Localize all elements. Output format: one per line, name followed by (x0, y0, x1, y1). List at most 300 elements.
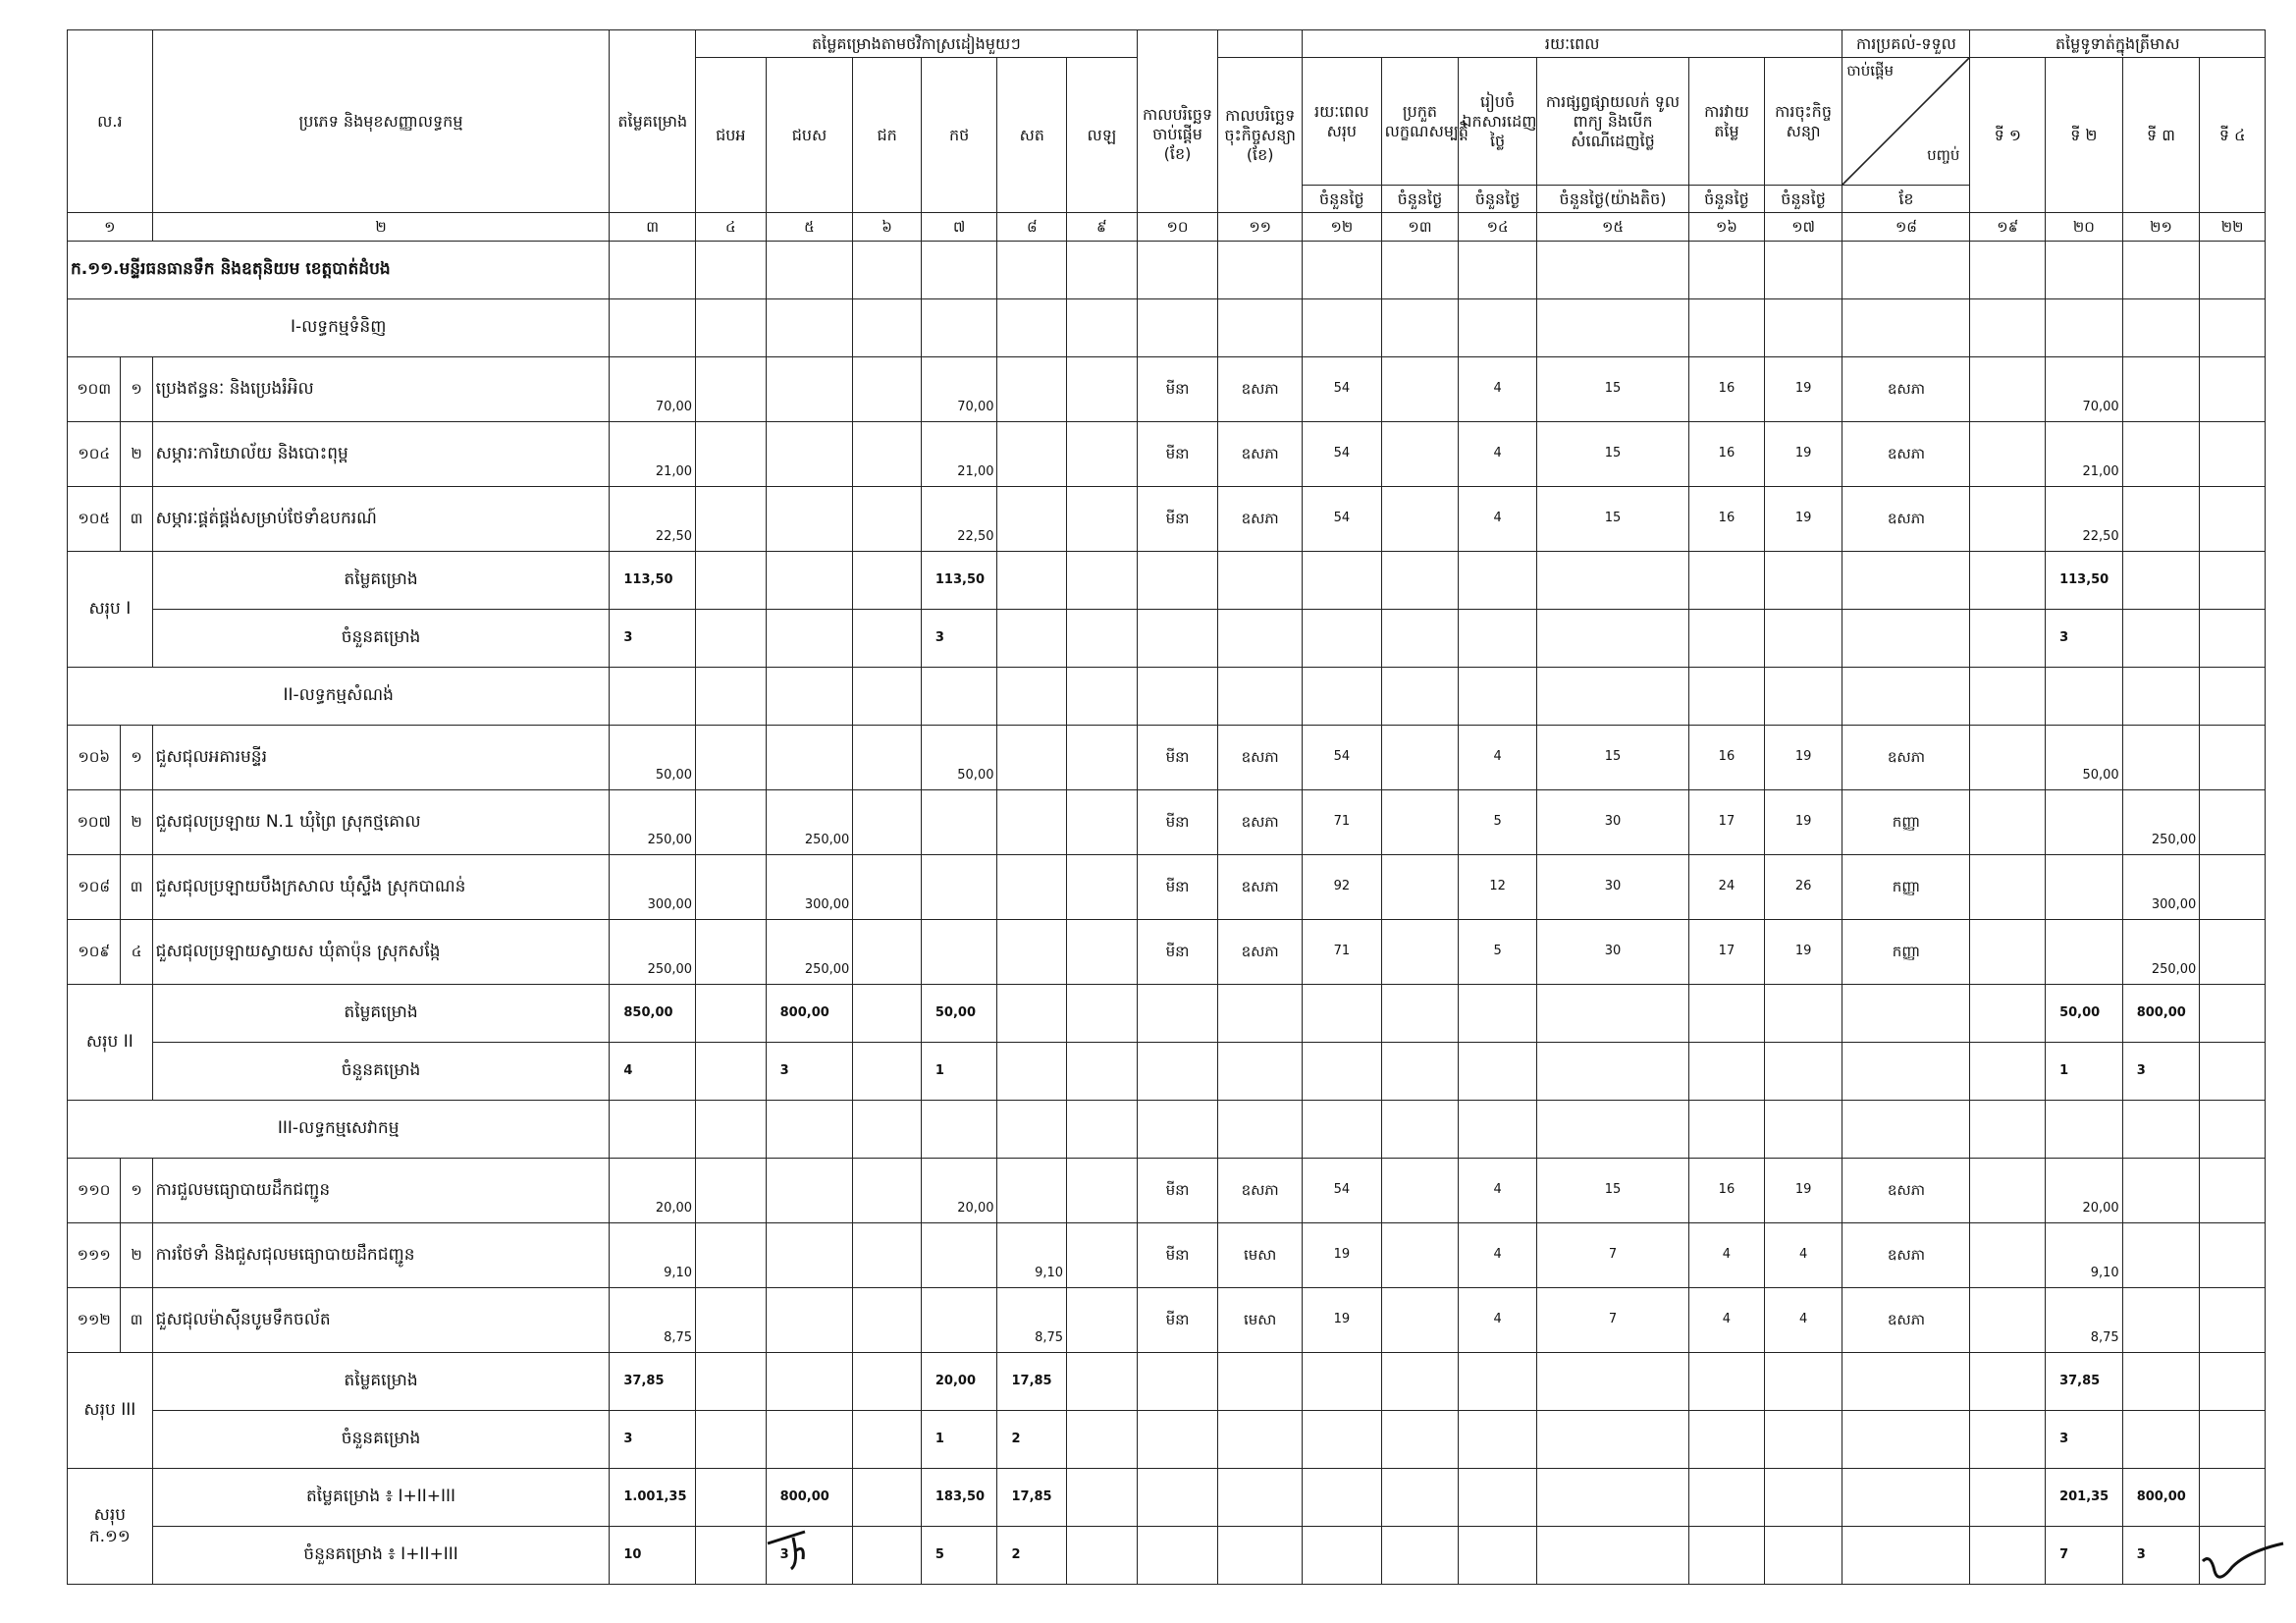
empty-cell (1067, 1043, 1138, 1101)
row-d4: 15 (1536, 487, 1688, 552)
row-hand: ឧសភា (1842, 726, 1970, 790)
empty-cell (1764, 1527, 1842, 1585)
row-q1 (1970, 855, 2046, 920)
table-row (68, 855, 2266, 920)
empty-cell (1764, 610, 1842, 668)
empty-cell (2200, 985, 2266, 1043)
count-f5 (997, 610, 1067, 668)
row-f5 (997, 1159, 1067, 1223)
row-d5: 17 (1689, 920, 1765, 985)
row-f3 (853, 487, 922, 552)
empty-cell (1303, 552, 1382, 610)
row-q2: 9,10 (2046, 1223, 2123, 1288)
total-label: សរុប III (68, 1353, 153, 1469)
empty-cell (1764, 242, 1842, 299)
grand-count-f5: 2 (997, 1527, 1067, 1585)
count-cost: 4 (610, 1043, 696, 1101)
row-index: ២ (121, 1223, 152, 1288)
table-row (68, 1288, 2266, 1353)
row-q3 (2122, 726, 2200, 790)
row-d5: 16 (1689, 1159, 1765, 1223)
row-index: ៤ (121, 920, 152, 985)
total-cost-label: តម្លៃគម្រោង (152, 985, 610, 1043)
row-q1 (1970, 1288, 2046, 1353)
empty-cell (1689, 1527, 1765, 1585)
empty-cell (1067, 242, 1138, 299)
row-d3: 4 (1459, 1159, 1537, 1223)
empty-cell (1970, 610, 2046, 668)
empty-cell (1689, 1101, 1765, 1159)
empty-cell (853, 1353, 922, 1411)
empty-cell (2200, 1101, 2266, 1159)
empty-cell (2122, 242, 2200, 299)
row-cost: 300,00 (610, 855, 696, 920)
empty-cell (1536, 1527, 1688, 1585)
header-duration-unit: ចំនួនថ្ងៃ (1381, 186, 1459, 213)
count-f4: 3 (921, 610, 997, 668)
header-funding-col: ជក (853, 58, 922, 213)
procurement-table (67, 29, 2266, 1585)
row-d4: 30 (1536, 790, 1688, 855)
total-count-label: ចំនួនគម្រោង (152, 610, 610, 668)
row-d6: 19 (1764, 790, 1842, 855)
column-number: ១១ (1218, 213, 1303, 242)
empty-cell (1842, 1411, 1970, 1469)
row-f3 (853, 1159, 922, 1223)
row-d2 (1381, 1288, 1459, 1353)
row-f2 (766, 487, 853, 552)
empty-cell (1536, 668, 1688, 726)
row-q3 (2122, 487, 2200, 552)
row-d3: 5 (1459, 920, 1537, 985)
total-cost-label: តម្លៃគម្រោង (152, 1353, 610, 1411)
total-f5 (997, 552, 1067, 610)
row-f5 (997, 422, 1067, 487)
empty-cell (2200, 1043, 2266, 1101)
total-f4: 50,00 (921, 985, 997, 1043)
row-f1 (696, 855, 767, 920)
row-f2: 300,00 (766, 855, 853, 920)
empty-cell (1689, 668, 1765, 726)
empty-cell (1970, 1043, 2046, 1101)
group-title: II-លទ្ធកម្មសំណង់ (68, 668, 610, 726)
empty-cell (1459, 299, 1537, 357)
row-d6: 19 (1764, 1159, 1842, 1223)
row-id: ១១១ (68, 1223, 121, 1288)
empty-cell (1459, 610, 1537, 668)
row-d6: 4 (1764, 1288, 1842, 1353)
column-number: ៣ (610, 213, 696, 242)
column-number-row (68, 213, 2266, 242)
row-d4: 30 (1536, 855, 1688, 920)
empty-cell (1970, 1527, 2046, 1585)
empty-cell (1067, 1353, 1138, 1411)
row-f2 (766, 1159, 853, 1223)
empty-cell (1970, 985, 2046, 1043)
row-q4 (2200, 1288, 2266, 1353)
row-d1: 54 (1303, 357, 1382, 422)
row-d1: 19 (1303, 1288, 1382, 1353)
row-hand: ឧសភា (1842, 357, 1970, 422)
total-cost-row (68, 1353, 2266, 1411)
row-index: ៣ (121, 487, 152, 552)
column-number: ១៤ (1459, 213, 1537, 242)
row-q1 (1970, 1223, 2046, 1288)
empty-cell (1842, 668, 1970, 726)
empty-cell (1970, 1411, 2046, 1469)
row-f6 (1067, 726, 1138, 790)
empty-cell (1842, 299, 1970, 357)
empty-cell (1067, 1469, 1138, 1527)
row-start: មីនា (1137, 1159, 1218, 1223)
row-q1 (1970, 487, 2046, 552)
row-d2 (1381, 357, 1459, 422)
column-number: ៧ (921, 213, 997, 242)
total-q2: 113,50 (2046, 552, 2123, 610)
empty-cell (853, 1527, 922, 1585)
table-row (68, 422, 2266, 487)
row-end: ឧសភា (1218, 920, 1303, 985)
empty-cell (1381, 1101, 1459, 1159)
empty-cell (1381, 985, 1459, 1043)
row-hand: ឧសភា (1842, 1288, 1970, 1353)
row-cost: 21,00 (610, 422, 696, 487)
row-d1: 92 (1303, 855, 1382, 920)
row-d4: 15 (1536, 422, 1688, 487)
row-d3: 5 (1459, 790, 1537, 855)
empty-cell (1137, 299, 1218, 357)
empty-cell (1842, 1527, 1970, 1585)
grand-count: 10 (610, 1527, 696, 1585)
empty-cell (1459, 1527, 1537, 1585)
row-q4 (2200, 1223, 2266, 1288)
empty-cell (2200, 668, 2266, 726)
empty-cell (1689, 1411, 1765, 1469)
empty-cell (1137, 985, 1218, 1043)
row-id: ១០៨ (68, 855, 121, 920)
total-f4: 20,00 (921, 1353, 997, 1411)
empty-cell (1689, 242, 1765, 299)
count-f4: 1 (921, 1411, 997, 1469)
empty-cell (1970, 1101, 2046, 1159)
empty-cell (2200, 610, 2266, 668)
row-cost: 250,00 (610, 920, 696, 985)
empty-cell (610, 299, 696, 357)
total-q3: 800,00 (2122, 985, 2200, 1043)
empty-cell (2046, 242, 2123, 299)
row-d1: 19 (1303, 1223, 1382, 1288)
count-q2: 3 (2046, 610, 2123, 668)
row-q2: 50,00 (2046, 726, 2123, 790)
header-quarter: ទី ៤ (2200, 58, 2266, 213)
row-d4: 7 (1536, 1288, 1688, 1353)
count-f5: 2 (997, 1411, 1067, 1469)
empty-cell (2046, 1101, 2123, 1159)
group-title: III-លទ្ធកម្មសេវាកម្ម (68, 1101, 610, 1159)
row-f4: 22,50 (921, 487, 997, 552)
row-d3: 4 (1459, 487, 1537, 552)
empty-cell (1137, 1527, 1218, 1585)
row-q2 (2046, 855, 2123, 920)
header-no: ល.រ (68, 30, 153, 213)
empty-cell (1536, 1043, 1688, 1101)
empty-cell (1381, 1043, 1459, 1101)
empty-cell (2046, 299, 2123, 357)
row-d3: 4 (1459, 726, 1537, 790)
empty-cell (1689, 1469, 1765, 1527)
header-duration-col: ការវាយតម្លៃ (1689, 58, 1765, 186)
total-f5: 17,85 (997, 1353, 1067, 1411)
empty-cell (1067, 610, 1138, 668)
row-d4: 30 (1536, 920, 1688, 985)
empty-cell (1137, 668, 1218, 726)
empty-cell (1303, 1101, 1382, 1159)
empty-cell (997, 668, 1067, 726)
grand-count-q2: 7 (2046, 1527, 2123, 1585)
row-f2 (766, 357, 853, 422)
row-name: ជួសជុលប្រឡាយស្វាយស ឃុំតាប៉ុន ស្រុកសង្កែ (152, 920, 610, 985)
total-count-row (68, 610, 2266, 668)
row-index: ២ (121, 422, 152, 487)
grand-f2: 800,00 (766, 1469, 853, 1527)
row-q3 (2122, 422, 2200, 487)
count-cost: 3 (610, 1411, 696, 1469)
row-d2 (1381, 790, 1459, 855)
empty-cell (1689, 299, 1765, 357)
header-funding-col: ជបអ (696, 58, 767, 213)
empty-cell (1842, 1469, 1970, 1527)
row-d4: 15 (1536, 357, 1688, 422)
row-f3 (853, 726, 922, 790)
empty-cell (1381, 668, 1459, 726)
empty-cell (1218, 1353, 1303, 1411)
empty-cell (853, 1101, 922, 1159)
total-cost-row (68, 985, 2266, 1043)
empty-cell (610, 668, 696, 726)
row-f2 (766, 1288, 853, 1353)
empty-cell (1303, 610, 1382, 668)
row-d3: 4 (1459, 1288, 1537, 1353)
row-d1: 71 (1303, 790, 1382, 855)
row-q4 (2200, 855, 2266, 920)
row-q2: 22,50 (2046, 487, 2123, 552)
row-d3: 4 (1459, 422, 1537, 487)
row-start: មីនា (1137, 487, 1218, 552)
row-q1 (1970, 422, 2046, 487)
count-cost: 3 (610, 610, 696, 668)
header-approve-end: កាលបរិច្ឆេទចុះកិច្ចសន្យា (ខែ) (1218, 58, 1303, 213)
row-d6: 19 (1764, 422, 1842, 487)
row-q2: 21,00 (2046, 422, 2123, 487)
column-number: ២០ (2046, 213, 2123, 242)
empty-cell (1137, 1043, 1218, 1101)
total-count-label: ចំនួនគម្រោង (152, 1411, 610, 1469)
row-d2 (1381, 487, 1459, 552)
empty-cell (1459, 668, 1537, 726)
empty-cell (2122, 668, 2200, 726)
empty-cell (1381, 1527, 1459, 1585)
handwritten-mark-left (766, 1524, 825, 1582)
row-f6 (1067, 1288, 1138, 1353)
row-d6: 19 (1764, 357, 1842, 422)
count-q3 (2122, 610, 2200, 668)
row-q4 (2200, 726, 2266, 790)
row-q3 (2122, 1223, 2200, 1288)
grand-count-f2: 3 (766, 1527, 853, 1585)
empty-cell (1536, 985, 1688, 1043)
row-cost: 22,50 (610, 487, 696, 552)
column-number: ២ (152, 213, 610, 242)
row-cost: 8,75 (610, 1288, 696, 1353)
count-q3 (2122, 1411, 2200, 1469)
row-d6: 4 (1764, 1223, 1842, 1288)
empty-cell (1536, 552, 1688, 610)
row-q1 (1970, 1159, 2046, 1223)
column-number: ៥ (766, 213, 853, 242)
row-d6: 19 (1764, 726, 1842, 790)
empty-cell (1218, 985, 1303, 1043)
column-number: ១៥ (1536, 213, 1688, 242)
section-title-row (68, 242, 2266, 299)
empty-cell (1459, 1411, 1537, 1469)
row-cost: 20,00 (610, 1159, 696, 1223)
row-name: ការជួលមធ្យោបាយដឹកជញ្ជូន (152, 1159, 610, 1223)
row-name: សម្ភារៈការិយាល័យ និងបោះពុម្ព (152, 422, 610, 487)
row-f6 (1067, 855, 1138, 920)
row-start: មីនា (1137, 357, 1218, 422)
row-f3 (853, 1223, 922, 1288)
row-d5: 24 (1689, 855, 1765, 920)
row-hand: ឧសភា (1842, 487, 1970, 552)
empty-cell (921, 668, 997, 726)
row-d1: 54 (1303, 422, 1382, 487)
empty-cell (1842, 1101, 1970, 1159)
grand-cost-row (68, 1469, 2266, 1527)
row-q4 (2200, 357, 2266, 422)
empty-cell (1218, 552, 1303, 610)
empty-cell (997, 299, 1067, 357)
empty-cell (696, 242, 767, 299)
empty-cell (696, 299, 767, 357)
row-d6: 26 (1764, 855, 1842, 920)
row-d5: 16 (1689, 357, 1765, 422)
row-f5: 8,75 (997, 1288, 1067, 1353)
grand-f4: 183,50 (921, 1469, 997, 1527)
row-q3 (2122, 1159, 2200, 1223)
row-id: ១០៥ (68, 487, 121, 552)
empty-cell (1459, 1101, 1537, 1159)
empty-cell (853, 242, 922, 299)
row-f6 (1067, 790, 1138, 855)
empty-cell (696, 610, 767, 668)
row-name: សម្ភារៈផ្គត់ផ្គង់សម្រាប់ថែទាំឧបករណ៍ (152, 487, 610, 552)
row-f5 (997, 726, 1067, 790)
count-q3: 3 (2122, 1043, 2200, 1101)
row-q3: 300,00 (2122, 855, 2200, 920)
row-hand: កញ្ញា (1842, 920, 1970, 985)
total-cost: 113,50 (610, 552, 696, 610)
count-q2: 3 (2046, 1411, 2123, 1469)
row-q4 (2200, 1159, 2266, 1223)
total-cost-row (68, 552, 2266, 610)
header-quarter: ទី ៣ (2122, 58, 2200, 213)
grand-count-q3: 3 (2122, 1527, 2200, 1585)
row-q3: 250,00 (2122, 790, 2200, 855)
column-number: ៦ (853, 213, 922, 242)
row-d5: 16 (1689, 487, 1765, 552)
column-number: ១២ (1303, 213, 1382, 242)
column-number: ៩ (1067, 213, 1138, 242)
row-f6 (1067, 1223, 1138, 1288)
column-number: ៨ (997, 213, 1067, 242)
row-f5 (997, 790, 1067, 855)
total-f4: 113,50 (921, 552, 997, 610)
empty-cell (1067, 1101, 1138, 1159)
row-start: មីនា (1137, 920, 1218, 985)
empty-cell (1764, 299, 1842, 357)
header-funding-col: ជបស (766, 58, 853, 213)
row-f4 (921, 920, 997, 985)
row-d2 (1381, 1223, 1459, 1288)
empty-cell (1137, 552, 1218, 610)
row-index: ១ (121, 1159, 152, 1223)
total-cost: 850,00 (610, 985, 696, 1043)
row-f4 (921, 855, 997, 920)
empty-cell (853, 985, 922, 1043)
empty-cell (997, 1101, 1067, 1159)
header-duration-unit: ចំនួនថ្ងៃ (1689, 186, 1765, 213)
empty-cell (766, 299, 853, 357)
row-d6: 19 (1764, 487, 1842, 552)
header-duration-unit: ចំនួនថ្ងៃ (1764, 186, 1842, 213)
grand-f5: 17,85 (997, 1469, 1067, 1527)
row-start: មីនា (1137, 726, 1218, 790)
row-q4 (2200, 422, 2266, 487)
header-duration-col: រៀបចំឯកសារដេញថ្លៃ (1459, 58, 1537, 186)
header-duration-unit: ចំនួនថ្ងៃ(យ៉ាងតិច) (1536, 186, 1688, 213)
row-d2 (1381, 422, 1459, 487)
empty-cell (853, 552, 922, 610)
empty-cell (1218, 1101, 1303, 1159)
table-row (68, 726, 2266, 790)
header-duration-col: ការផ្សព្វផ្សាយលក់ ទូលពាក្យ និងបើកសំណើដេញថ្លៃ (1536, 58, 1688, 186)
row-q1 (1970, 726, 2046, 790)
empty-cell (853, 1411, 922, 1469)
row-f2 (766, 1223, 853, 1288)
empty-cell (1842, 1353, 1970, 1411)
empty-cell (1303, 1043, 1382, 1101)
row-f1 (696, 1288, 767, 1353)
row-f1 (696, 487, 767, 552)
empty-cell (1764, 1043, 1842, 1101)
row-name: ប្រេងឥន្ធនៈ និងប្រេងរំអិល (152, 357, 610, 422)
empty-cell (1067, 668, 1138, 726)
row-f6 (1067, 357, 1138, 422)
row-q2 (2046, 920, 2123, 985)
row-end: ឧសភា (1218, 855, 1303, 920)
row-f3 (853, 920, 922, 985)
empty-cell (1303, 1469, 1382, 1527)
header-funding-col: សត (997, 58, 1067, 213)
row-f2: 250,00 (766, 920, 853, 985)
count-f2 (766, 610, 853, 668)
row-d4: 15 (1536, 1159, 1688, 1223)
row-d4: 15 (1536, 726, 1688, 790)
row-cost: 70,00 (610, 357, 696, 422)
row-d4: 7 (1536, 1223, 1688, 1288)
row-f4: 20,00 (921, 1159, 997, 1223)
empty-cell (853, 1469, 922, 1527)
